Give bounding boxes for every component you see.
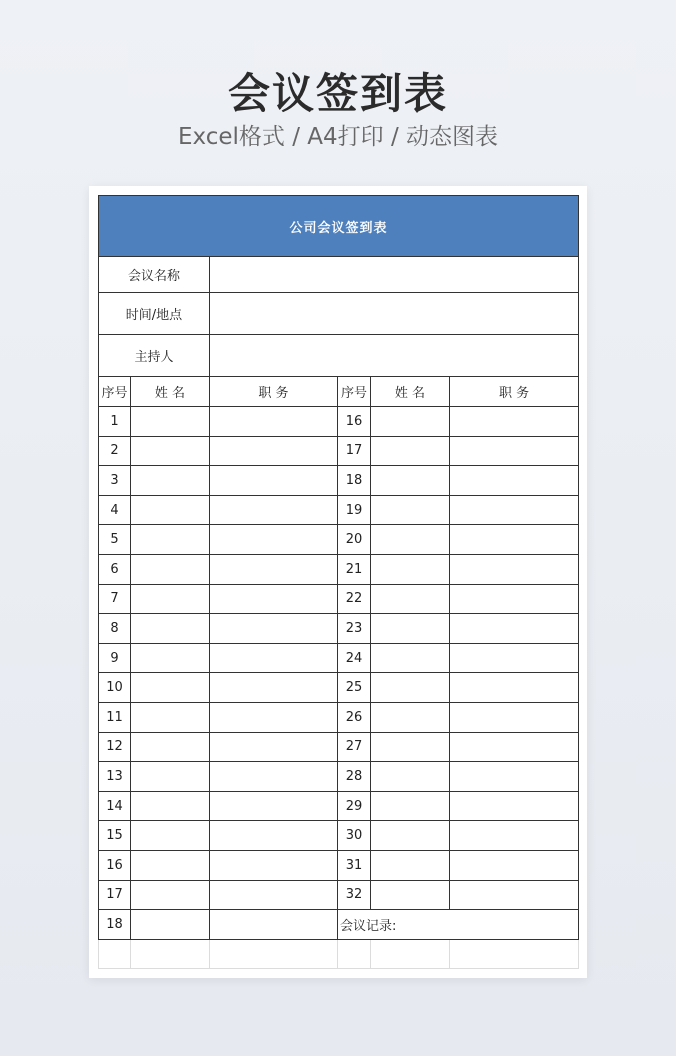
seq-cell: 13 (99, 762, 131, 792)
time-place-label: 时间/地点 (99, 293, 210, 335)
seq-cell: 9 (99, 643, 131, 673)
name-cell[interactable] (371, 495, 450, 525)
seq-cell: 8 (99, 614, 131, 644)
meeting-name-label: 会议名称 (99, 257, 210, 293)
table-row (99, 702, 579, 732)
table-row (99, 732, 579, 762)
name-cell[interactable] (371, 732, 450, 762)
seq-cell: 25 (338, 673, 371, 703)
position-cell[interactable] (210, 850, 338, 880)
table-row (99, 584, 579, 614)
table-row (99, 762, 579, 792)
seq-cell: 16 (338, 407, 371, 437)
name-cell[interactable] (371, 407, 450, 437)
name-cell[interactable] (371, 525, 450, 555)
name-cell[interactable] (131, 554, 210, 584)
seq-cell: 27 (338, 732, 371, 762)
seq-cell: 1 (99, 407, 131, 437)
seq-cell: 10 (99, 673, 131, 703)
seq-cell: 5 (99, 525, 131, 555)
name-cell[interactable] (131, 762, 210, 792)
seq-cell: 18 (338, 466, 371, 496)
seq-cell: 26 (338, 702, 371, 732)
position-cell[interactable] (450, 643, 579, 673)
position-cell[interactable] (210, 436, 338, 466)
name-cell[interactable] (131, 910, 210, 940)
position-cell[interactable] (210, 614, 338, 644)
table-row (99, 880, 579, 910)
seq-cell: 17 (99, 880, 131, 910)
position-cell[interactable] (210, 910, 338, 940)
sheet-banner-title: 公司会议签到表 (99, 196, 579, 257)
position-cell[interactable] (210, 762, 338, 792)
host-field[interactable] (210, 335, 579, 377)
name-cell[interactable] (131, 791, 210, 821)
name-cell[interactable] (131, 702, 210, 732)
position-cell[interactable] (210, 495, 338, 525)
position-cell[interactable] (450, 436, 579, 466)
table-row (99, 554, 579, 584)
table-row (99, 436, 579, 466)
seq-cell: 31 (338, 850, 371, 880)
position-cell[interactable] (450, 850, 579, 880)
name-cell[interactable] (131, 732, 210, 762)
position-cell[interactable] (450, 732, 579, 762)
name-header: 姓 名 (131, 377, 210, 407)
empty-grid-row (99, 939, 579, 968)
name-cell[interactable] (371, 554, 450, 584)
seq-cell: 6 (99, 554, 131, 584)
name-cell[interactable] (371, 673, 450, 703)
name-cell[interactable] (131, 584, 210, 614)
name-cell[interactable] (371, 643, 450, 673)
page-title: 会议签到表 (227, 69, 448, 118)
position-cell[interactable] (450, 554, 579, 584)
table-row (99, 910, 579, 940)
name-cell[interactable] (131, 525, 210, 555)
name-cell[interactable] (131, 436, 210, 466)
table-row (99, 525, 579, 555)
name-cell[interactable] (371, 614, 450, 644)
seq-cell: 18 (99, 910, 131, 940)
seq-cell: 32 (338, 880, 371, 910)
position-header-right: 职 务 (450, 377, 579, 407)
table-row (99, 466, 579, 496)
table-row (99, 821, 579, 851)
seq-cell: 4 (99, 495, 131, 525)
seq-cell: 24 (338, 643, 371, 673)
position-cell[interactable] (450, 495, 579, 525)
sign-in-sheet (89, 186, 587, 978)
name-cell[interactable] (371, 702, 450, 732)
name-cell[interactable] (131, 850, 210, 880)
position-cell[interactable] (450, 762, 579, 792)
meeting-notes-label: 会议记录: (338, 910, 579, 940)
seq-cell: 7 (99, 584, 131, 614)
position-cell[interactable] (210, 584, 338, 614)
table-row (99, 407, 579, 437)
table-row (99, 850, 579, 880)
position-cell[interactable] (450, 614, 579, 644)
position-cell[interactable] (450, 525, 579, 555)
name-cell[interactable] (131, 643, 210, 673)
table-row (99, 495, 579, 525)
seq-cell: 17 (338, 436, 371, 466)
position-cell[interactable] (450, 702, 579, 732)
position-cell[interactable] (210, 525, 338, 555)
seq-cell: 12 (99, 732, 131, 762)
position-cell[interactable] (210, 673, 338, 703)
seq-cell: 22 (338, 584, 371, 614)
position-cell[interactable] (210, 791, 338, 821)
name-cell[interactable] (371, 436, 450, 466)
position-cell[interactable] (210, 821, 338, 851)
seq-header-right: 序号 (338, 377, 371, 407)
name-cell[interactable] (371, 466, 450, 496)
table-row (99, 673, 579, 703)
name-cell[interactable] (131, 407, 210, 437)
position-cell[interactable] (210, 407, 338, 437)
position-cell[interactable] (210, 702, 338, 732)
name-cell[interactable] (371, 584, 450, 614)
seq-cell: 14 (99, 791, 131, 821)
position-cell[interactable] (210, 466, 338, 496)
page-subtitle: Excel格式 / A4打印 / 动态图表 (177, 124, 499, 150)
position-cell[interactable] (210, 732, 338, 762)
name-cell[interactable] (131, 495, 210, 525)
position-cell[interactable] (450, 880, 579, 910)
seq-cell: 3 (99, 466, 131, 496)
seq-cell: 16 (99, 850, 131, 880)
position-cell[interactable] (210, 643, 338, 673)
position-header: 职 务 (210, 377, 338, 407)
seq-cell: 2 (99, 436, 131, 466)
sign-in-table (98, 195, 579, 969)
seq-header: 序号 (99, 377, 131, 407)
position-cell[interactable] (450, 584, 579, 614)
position-cell[interactable] (450, 407, 579, 437)
name-cell[interactable] (371, 791, 450, 821)
seq-cell: 30 (338, 821, 371, 851)
table-row (99, 791, 579, 821)
name-cell[interactable] (131, 466, 210, 496)
table-row (99, 643, 579, 673)
seq-cell: 29 (338, 791, 371, 821)
position-cell[interactable] (450, 791, 579, 821)
name-cell[interactable] (131, 614, 210, 644)
position-cell[interactable] (210, 880, 338, 910)
name-cell[interactable] (131, 880, 210, 910)
time-place-field[interactable] (210, 293, 579, 335)
meeting-name-field[interactable] (210, 257, 579, 293)
position-cell[interactable] (450, 821, 579, 851)
position-cell[interactable] (210, 554, 338, 584)
seq-cell: 23 (338, 614, 371, 644)
name-cell[interactable] (371, 850, 450, 880)
table-row (99, 614, 579, 644)
seq-cell: 28 (338, 762, 371, 792)
name-cell[interactable] (131, 673, 210, 703)
host-label: 主持人 (99, 335, 210, 377)
seq-cell: 21 (338, 554, 371, 584)
name-cell[interactable] (371, 880, 450, 910)
position-cell[interactable] (450, 673, 579, 703)
seq-cell: 15 (99, 821, 131, 851)
seq-cell: 11 (99, 702, 131, 732)
position-cell[interactable] (450, 466, 579, 496)
seq-cell: 19 (338, 495, 371, 525)
name-cell[interactable] (371, 821, 450, 851)
name-cell[interactable] (371, 762, 450, 792)
name-header-right: 姓 名 (371, 377, 450, 407)
seq-cell: 20 (338, 525, 371, 555)
name-cell[interactable] (131, 821, 210, 851)
